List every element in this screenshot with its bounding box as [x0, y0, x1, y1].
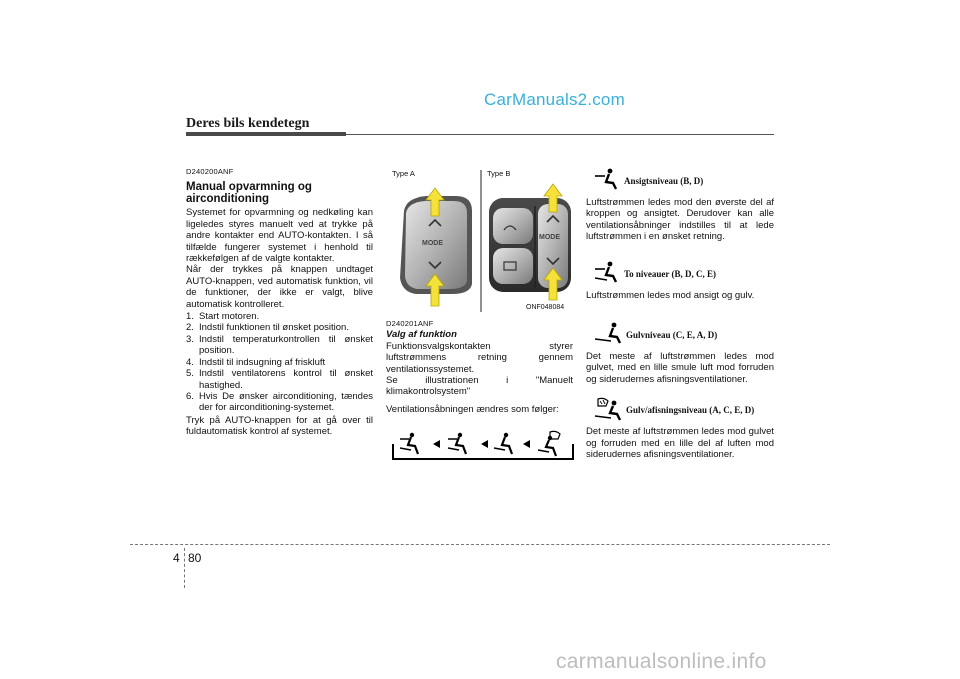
mode-label-b: MODE	[539, 234, 560, 241]
list-item: 4. Indstil til indsugning af friskluft	[186, 356, 326, 368]
list-item: 6. Hvis De ønsker airconditioning, tændes der for airconditioning-systemet.	[186, 390, 373, 414]
vent-heading: Ansigtsniveau (B, D)	[586, 168, 774, 190]
vent-heading: To niveauer (B, D, C, E)	[586, 261, 774, 283]
watermark-top: CarManuals2.com	[484, 90, 625, 109]
section-number: 4	[173, 551, 180, 565]
paragraph: Når der trykkes på knappen undtaget AUTO-knappen, ved automatisk funktion, vil de funktioner, der ikke er valgt, blive automatisk kontrolleret.	[186, 264, 373, 310]
column-vent-levels	[586, 168, 774, 460]
mode-switch-figure	[386, 166, 574, 314]
paragraph: Det meste af luftstrømmen ledes mod gulvet, med en lille smule luft mod forruden og siderudernes afisningsventilationer.	[586, 351, 774, 385]
vent-heading: Gulv/afisningsniveau (A, C, E, D)	[586, 397, 774, 419]
header-rule	[346, 134, 774, 135]
subheading: Valg af funktion	[386, 329, 457, 341]
column-manual-heating	[186, 166, 373, 438]
type-b-control-panel	[489, 184, 571, 300]
page-number: 80	[188, 551, 202, 565]
list-item: 1. Start motoren.	[186, 311, 260, 323]
face-vent-icon	[594, 168, 618, 190]
footer-rule	[130, 544, 830, 545]
paragraph: Luftstrømmen ledes mod ansigt og gulv.	[586, 289, 755, 301]
header-bar	[186, 132, 346, 136]
footer-divider	[184, 548, 185, 588]
list-item: 3. Indstil temperaturkontrollen til ønsket position.	[186, 333, 373, 357]
section-code: D240201ANF	[386, 319, 434, 328]
paragraph: Ventilationsåbningen ændres som følger:	[386, 403, 559, 415]
mode-cycle-diagram	[392, 428, 574, 462]
type-a-mode-button	[400, 188, 472, 306]
mode-label-a: MODE	[422, 240, 443, 247]
floor-defrost-vent-icon	[594, 397, 622, 421]
bi-level-vent-icon	[400, 433, 418, 454]
floor-vent-icon	[594, 322, 622, 344]
figure-code: ONF048084	[526, 304, 565, 311]
paragraph: Systemet for opvarmning og nedkøling kan ligeledes styres manuelt ved at trykke på andre kontakter end AUTO-kontakten. I så tilfælde fungerer systemet i henhold til rækkefølgen af de valgte kontakter.	[186, 207, 373, 265]
bi-level-vent-icon	[448, 433, 466, 454]
section-code: D240200ANF	[186, 167, 234, 176]
floor-defrost-vent-icon	[538, 431, 560, 456]
type-a-label: Type A	[392, 169, 415, 178]
bi-level-vent-icon	[594, 261, 618, 283]
type-b-label: Type B	[487, 169, 511, 178]
paragraph: Luftstrømmen ledes mod den øverste del af kroppen og ansigtet. Derudover kan alle ventilationsåbninger indstilles til at lede luftstrømmen i en ønsket retning.	[586, 197, 774, 243]
section-title: Deres bils kendetegn	[186, 116, 310, 131]
column-mode-selection	[386, 318, 573, 415]
list-item: 5. Indstil ventilatorens kontrol til ønsket hastighed.	[186, 368, 373, 391]
paragraph: Det meste af luftstrømmen ledes mod gulvet og forruden med en lille del af luften mod siderudernes afisningsventilationer.	[586, 426, 774, 461]
paragraph: Se illustrationen i "Manuelt klimakontrolsystem"	[386, 375, 573, 398]
paragraph: Tryk på AUTO-knappen for at gå over til fuldautomatisk kontrol af systemet.	[186, 414, 373, 438]
floor-vent-icon	[494, 433, 512, 454]
mode-cycle-graphic	[392, 428, 574, 462]
watermark-bottom: carmanualsonline.info	[556, 650, 767, 673]
steps-list	[186, 311, 373, 414]
vent-heading: Gulvniveau (C, E, A, D)	[586, 322, 774, 344]
paragraph: Funktionsvalgskontakten styrer luftstrømmens retning gennem ventilationssystemet.	[386, 340, 573, 375]
section-heading: Manual opvarmning og airconditioning	[186, 181, 312, 206]
list-item: 2. Indstil funktionen til ønsket position.	[186, 322, 349, 334]
